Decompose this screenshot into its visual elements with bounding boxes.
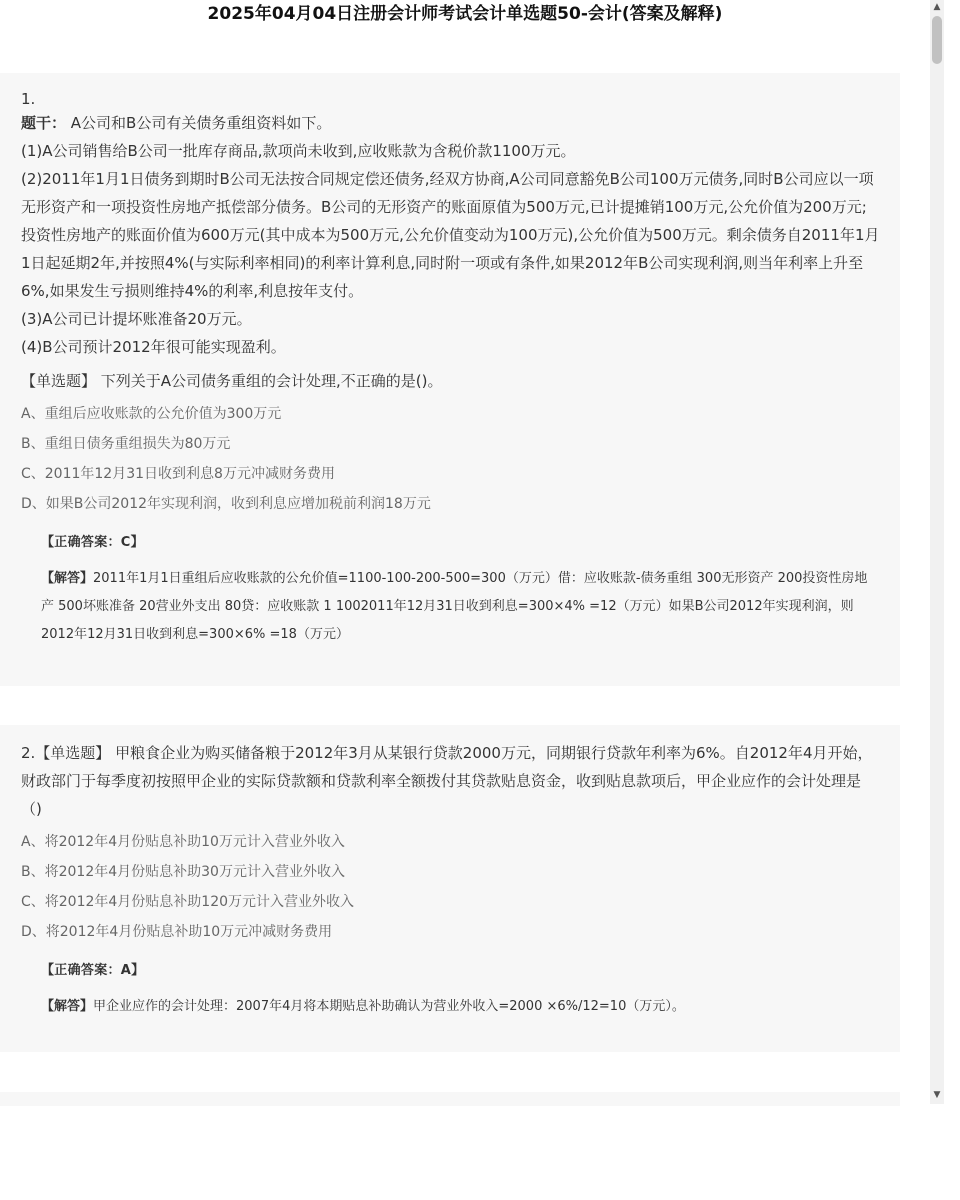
option-list: [21, 827, 880, 947]
scrollbar[interactable]: [930, 0, 944, 1104]
stem-line: (3)A公司已计提坏账准备20万元。: [21, 310, 252, 328]
question-card-2: [0, 725, 900, 1052]
explanation-tag: 【解答】: [41, 571, 94, 586]
page-title: 2025年04月04日注册会计师考试会计单选题50-会计(答案及解释): [207, 4, 723, 24]
answer-block: [21, 961, 880, 1021]
stem-line: (4)B公司预计2012年很可能实现盈利。: [21, 338, 286, 356]
stem-label: 题干：: [21, 114, 67, 132]
question-stem: [21, 109, 880, 361]
option-c[interactable]: C、将2012年4月份贴息补助120万元计入营业外收入: [21, 894, 355, 910]
answer-block: [21, 533, 880, 649]
stem-line: (1)A公司销售给B公司一批库存商品,款项尚未收到,应收账款为含税价款1100万元。: [21, 142, 576, 160]
explanation-tag: 【解答】: [41, 999, 94, 1014]
option-d[interactable]: D、如果B公司2012年实现利润，收到利息应增加税前利润18万元: [21, 496, 431, 512]
question-stem: 2.【单选题】 甲粮食企业为购买储备粮于2012年3月从某银行贷款2000万元，同期银行贷款年利率为6%。自2012年4月开始，财政部门于每季度初按照甲企业的实际贷款额和贷款利率全额拨付其贷款贴息资金，收到贴息款项后，甲企业应作的会计处理是（): [21, 744, 873, 818]
explanation: [41, 565, 880, 649]
option-c[interactable]: C、2011年12月31日收到利息8万元冲减财务费用: [21, 466, 335, 482]
question-prompt: 【单选题】 下列关于A公司债务重组的会计处理,不正确的是()。: [21, 372, 443, 390]
stem-line: (2)2011年1月1日债务到期时B公司无法按合同规定偿还债务,经双方协商,A公司同意豁免B公司100万元债务,同时B公司应以一项无形资产和一项投资性房地产抵偿部分债务。B公司的无形资产的账面原值为500万元,已计提摊销100万元,公允价值为200万元;投资性房地产的账面价值为600万元(其中成本为500万元,公允价值变动为100万元),公允价值为500万元。剩余债务自2011年1月1日起延期2年,并按照4%(与实际利率相同)的利率计算利息,同时附一项或有条件,如果2012年B公司实现利润,则当年利率上升至6%,如果发生亏损则维持4%的利率,利息按年支付。: [21, 170, 880, 300]
explanation-text: 2011年1月1日重组后应收账款的公允价值=1100-100-200-500=300（万元）借：应收账款-债务重组 300无形资产 200投资性房地产 500坏账准备 20营业外支出 80贷：应收账款 1 1002011年12月31日收到利息=300×4% =12（万元）如果B公司2012年实现利润，则2012年12月31日收到利息=300×6% =18（万元）: [41, 571, 868, 642]
question-number: 1.: [21, 90, 36, 108]
scroll-down-icon[interactable]: ▼: [933, 1090, 941, 1100]
scrollbar-thumb[interactable]: [932, 16, 942, 64]
explanation: [41, 993, 880, 1021]
scroll-up-icon[interactable]: ▲: [933, 2, 941, 12]
stem-intro: A公司和B公司有关债务重组资料如下。: [66, 114, 332, 132]
option-list: [21, 399, 880, 519]
option-b[interactable]: B、重组日债务重组损失为80万元: [21, 436, 231, 452]
question-card-3: [0, 1092, 900, 1106]
option-a[interactable]: A、将2012年4月份贴息补助10万元计入营业外收入: [21, 834, 345, 850]
question-card-1: [0, 73, 900, 686]
option-d[interactable]: D、将2012年4月份贴息补助10万元冲减财务费用: [21, 924, 333, 940]
option-a[interactable]: A、重组后应收账款的公允价值为300万元: [21, 406, 282, 422]
explanation-text: 甲企业应作的会计处理：2007年4月将本期贴息补助确认为营业外收入=2000 ×6%/12=10（万元）。: [93, 999, 685, 1014]
correct-answer: 【正确答案：A】: [41, 963, 145, 978]
option-b[interactable]: B、将2012年4月份贴息补助30万元计入营业外收入: [21, 864, 345, 880]
correct-answer: 【正确答案：C】: [41, 535, 144, 550]
